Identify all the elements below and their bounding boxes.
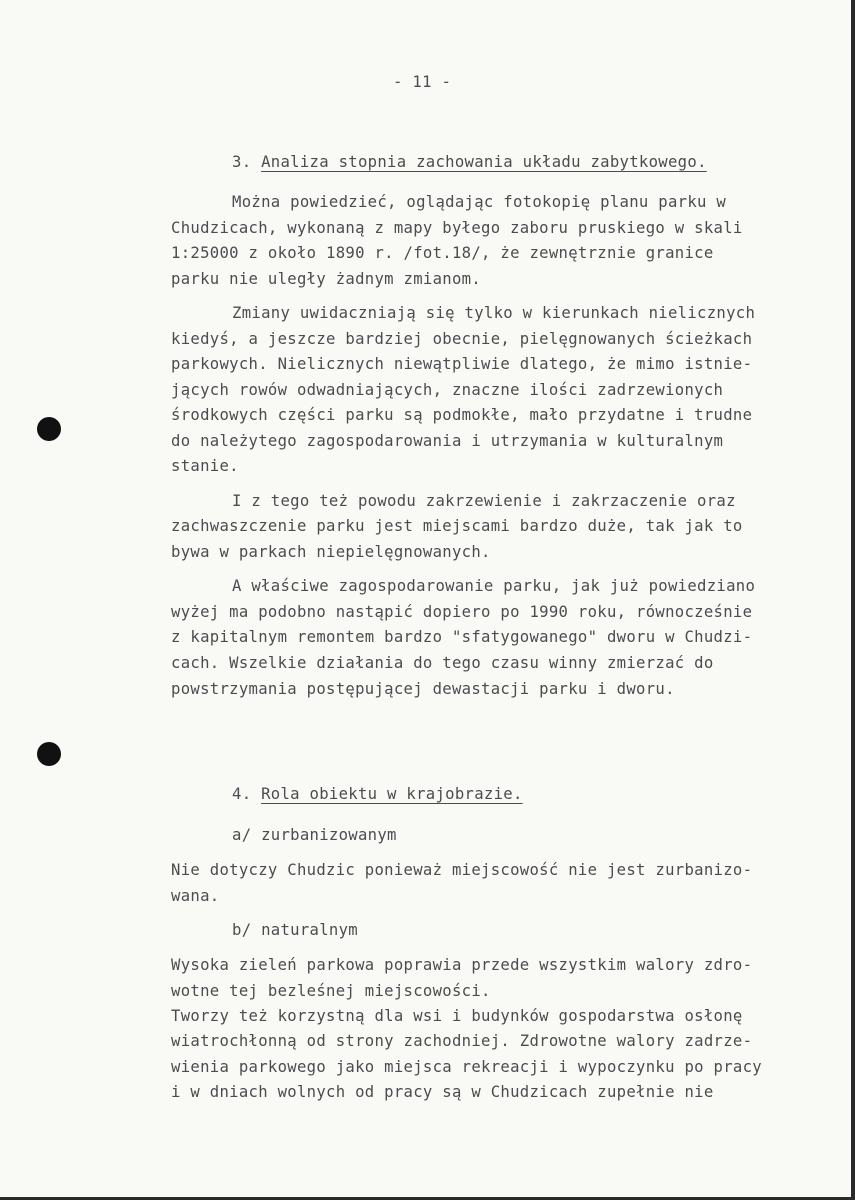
paragraph-line: A właściwe zagospodarowanie parku, jak już powiedziano [232,577,756,595]
paragraph-line: zachwaszczenie parku jest miejscami bardzo duże, tak jak to [171,517,743,535]
paragraph-line: powstrzymania postępującej dewastacji parku i dworu. [171,680,675,698]
paragraph-line: wiatrochłonną od strony zachodniej. Zdrowotne walory zadrze- [171,1032,753,1050]
paragraph-line: kiedyś, a jeszcze bardziej obecnie, pielęgnowanych ścieżkach [171,330,753,348]
section-3-title: Analiza stopnia zachowania układu zabytkowego. [261,153,707,171]
paragraph-line: I z tego też powodu zakrzewienie i zakrzaczenie oraz [232,492,736,510]
section-4-heading [232,784,523,804]
paragraph-line: do należytego zagospodarowania i utrzymania w kulturalnym [171,432,724,450]
paragraph-line: i w dniach wolnych od pracy są w Chudzicach zupełnie nie [171,1083,714,1101]
section-3-heading [232,152,707,172]
section-3-number: 3. [232,153,252,171]
paragraph-line: wotne tej bezleśnej miejscowości. [171,982,491,1000]
punch-hole [37,417,61,441]
paragraph-line: wana. [171,887,220,905]
paragraph-line: Chudzicach, wykonaną z mapy byłego zaboru pruskiego w skali [171,219,743,237]
section-4-number: 4. [232,785,252,803]
paragraph-line: Można powiedzieć, oglądając fotokopię planu parku w [232,193,727,211]
paragraph-line: wienia parkowego jako miejsca rekreacji i wypoczynku po pracy [171,1058,762,1076]
paragraph-line: 1:25000 z około 1890 r. /fot.18/, że zewnętrznie granice [171,244,714,262]
paragraph-line: jących rowów odwadniających, znaczne ilości zadrzewionych [171,381,724,399]
paragraph-line: stanie. [171,457,239,475]
page-number: - 11 - [393,73,452,91]
subsection-a-label: a/ zurbanizowanym [232,826,397,844]
paragraph-line: cach. Wszelkie działania do tego czasu winny zmierzać do [171,654,714,672]
paragraph-line: Nie dotyczy Chudzic ponieważ miejscowość nie jest zurbanizo- [171,861,753,879]
paragraph-line: parku nie uległy żadnym zmianom. [171,270,482,288]
paragraph-line: z kapitalnym remontem bardzo "sfatygowanego" dworu w Chudzi- [171,628,753,646]
paragraph-line: parkowych. Nielicznych niewątpliwie dlatego, że mimo istnie- [171,355,753,373]
punch-hole [37,742,61,766]
paragraph-line: Zmiany uwidaczniają się tylko w kierunkach nielicznych [232,304,756,322]
paragraph-line: wyżej ma podobno nastąpić dopiero po 1990 roku, równocześnie [171,603,753,621]
subsection-b-label: b/ naturalnym [232,921,358,939]
paragraph-line: środkowych części parku są podmokłe, mało przydatne i trudne [171,406,753,424]
paragraph-line: bywa w parkach niepielęgnowanych. [171,543,491,561]
paragraph-line: Wysoka zieleń parkowa poprawia przede wszystkim walory zdro- [171,956,753,974]
section-4-title: Rola obiektu w krajobrazie. [261,785,523,803]
paragraph-line: Tworzy też korzystną dla wsi i budynków gospodarstwa osłonę [171,1007,743,1025]
